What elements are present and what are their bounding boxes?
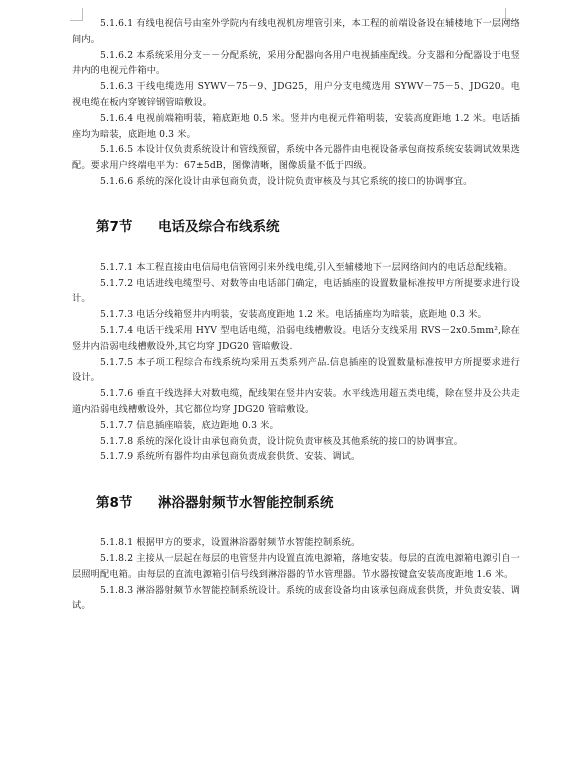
paragraph: 5.1.6.3 干线电缆选用 SYWV－75－9、JDG25，用户分支电缆选用 SYWV－75－5、JDG20。电视电缆在板内穿镀锌钢管暗敷设。 (72, 81, 520, 108)
paragraph: 5.1.6.4 电视前端箱明装，箱底距地 0.5 米。竖井内电视元件箱明装，安装高度距地 1.2 米。电话插座均为暗装，底距地 0.3 米。 (72, 112, 520, 140)
paragraph: 5.1.7.5 本子项工程综合布线系统均采用五类系列产品.信息插座的设置数量标准按甲方所提要求进行设计。 (72, 356, 520, 384)
paragraph: 5.1.6.5 本设计仅负责系统设计和管线预留，系统中各元器件由电视设备承包商按系统安装调试效果选配。要求用户终端电平为：67±5dB，图像清晰，图像质量不低于四级。 (72, 144, 520, 172)
section-number: 第7节 (96, 218, 133, 235)
paragraph: 5.1.7.6 垂直干线选择大对数电缆，配线架在竖井内安装。水平线选用超五类电缆，除在竖井及公共走道内沿弱电线槽敷设外，其它都位均穿 JDG20 管暗敷设。 (72, 388, 520, 415)
section-heading (72, 494, 520, 512)
paragraph: 5.1.8.1 根据甲方的要求，设置淋浴器射频节水智能控制系统。 (100, 537, 361, 549)
paragraph: 5.1.7.1 本工程直接由电信局电信管网引来外线电缆,引入至辅楼地下一层网络间内的电话总配线箱。 (100, 261, 513, 273)
document-body (72, 16, 520, 614)
section-title: 电话及综合布线系统 (158, 218, 280, 235)
paragraph: 5.1.7.7 信息插座暗装，底边距地 0.3 米。 (100, 419, 279, 431)
paragraph: 5.1.8.3 淋浴器射频节水智能控制系统设计。系统的成套设备均由该承包商成套供货，并负责安装、调试。 (72, 584, 520, 612)
paragraph: 5.1.6.1 有线电视信号由室外学院内有线电视机房埋管引来，本工程的前端设备设在辅楼地下一层网络间内。 (72, 18, 520, 45)
section-heading (72, 218, 520, 236)
paragraph: 5.1.7.2 电话进线电缆型号、对数等由电话部门确定，电话插座的设置数量标准按甲方所提要求进行设计。 (72, 277, 520, 305)
paragraph: 5.1.6.2 本系统采用分支－－分配系统，采用分配器向各用户电视插座配线。分支器和分配器设于电竖井内的电视元件箱中。 (72, 49, 520, 77)
paragraph: 5.1.8.2 主接从一层起在每层的电管竖井内设置直流电源箱，落地安装。每层的直流电源箱电源引自一层照明配电箱。由每层的直流电源箱引信号线到淋浴器的节水管理器。节水器按键盒安装高度距地 1.6 米。 (72, 552, 520, 580)
section-telephone (72, 260, 520, 465)
paragraph: 5.1.7.8 系统的深化设计由承包商负责，设计院负责审核及其他系统的接口的协调事宜。 (100, 435, 464, 447)
section-shower-control (72, 535, 520, 614)
section-title: 淋浴器射频节水智能控制系统 (158, 495, 334, 512)
paragraph: 5.1.7.3 电话分线箱竖井内明装，安装高度距地 1.2 米。电话插座均为暗装，底距地 0.3 米。 (100, 309, 487, 321)
section-number: 第8节 (96, 495, 133, 512)
paragraph: 5.1.7.4 电话干线采用 HYV 型电话电缆，沿弱电线槽敷设。电话分支线采用 RVS－2x0.5mm²,除在竖井内沿弱电线槽敷设外,其它均穿 JDG20 管暗敷设. (72, 324, 520, 352)
paragraph: 5.1.7.9 系统所有器件均由承包商负责成套供货、安装、调试。 (100, 451, 361, 463)
paragraph: 5.1.6.6 系统的深化设计由承包商负责，设计院负责审核及与其它系统的接口的协调事宜。 (100, 175, 473, 187)
section-tv (72, 16, 520, 190)
